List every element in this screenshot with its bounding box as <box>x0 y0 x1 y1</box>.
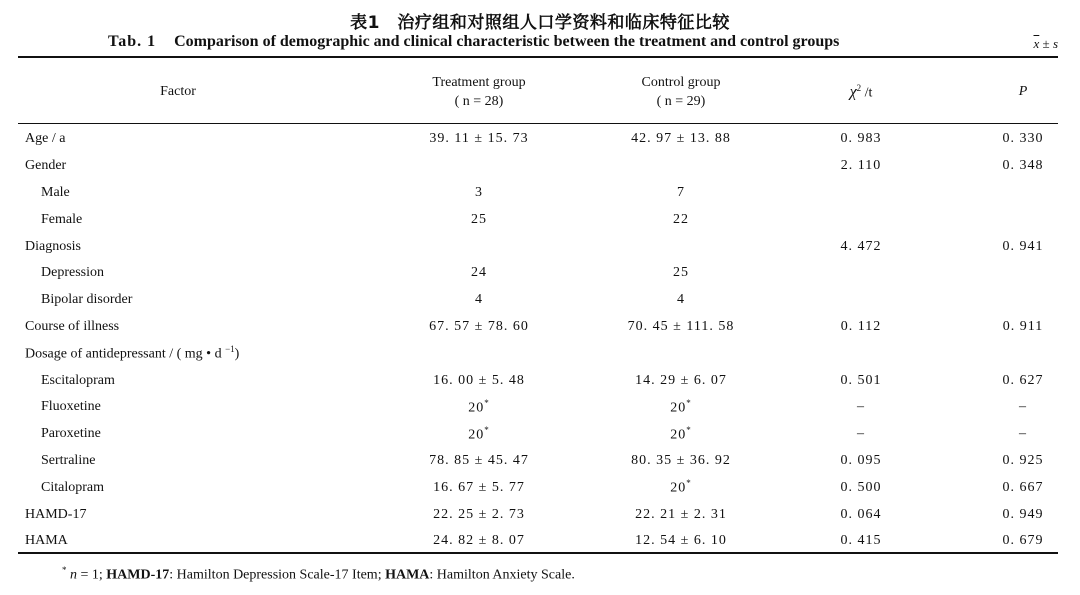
row-treatment-value: 16. 00 ± 5. 48 <box>433 372 525 388</box>
header-treatment-n: ( n = 28) <box>454 93 504 109</box>
row-chi-value: 0. 501 <box>840 372 882 388</box>
header-control-label: Control group <box>641 74 721 90</box>
row-chi-value: 0. 064 <box>840 506 882 522</box>
row-treatment-value: 39. 11 ± 15. 73 <box>429 131 529 147</box>
treatment-value-number: 20 <box>468 427 485 443</box>
footnote-hama-definition: : Hamilton Anxiety Scale. <box>429 567 575 583</box>
table-row <box>18 474 1080 501</box>
row-p-value: 0. 679 <box>1002 533 1044 549</box>
row-p-value: 0. 925 <box>1002 452 1044 468</box>
row-chi-value: 2. 110 <box>840 158 882 174</box>
table-caption-chinese: 表1 治疗组和对照组人口学资料和临床特征比较 <box>350 13 730 33</box>
row-p-value <box>940 260 1080 287</box>
table-row <box>18 367 1080 394</box>
row-chi-value: 0. 500 <box>840 479 882 495</box>
row-chi-value: – <box>857 426 865 442</box>
table-row <box>18 287 1080 314</box>
header-factor: Factor <box>160 84 196 99</box>
row-treatment-value <box>378 233 580 260</box>
treatment-value-number: 20 <box>468 400 485 416</box>
footnote-hama-abbr: HAMA <box>385 567 430 583</box>
mean-symbol: $\overline{x}$ <box>1033 36 1040 51</box>
row-p-value: 0. 667 <box>1002 479 1044 495</box>
row-chi-value <box>782 340 940 367</box>
row-control-value <box>580 474 782 501</box>
row-p-value: 0. 627 <box>1002 372 1044 388</box>
row-treatment-value: 78. 85 ± 45. 47 <box>429 452 529 468</box>
row-p-value: – <box>1019 426 1027 442</box>
row-chi-value: 0. 112 <box>840 318 882 334</box>
row-treatment-value: 16. 67 ± 5. 77 <box>433 479 525 495</box>
row-control-value <box>580 153 782 180</box>
table-row <box>18 421 1080 448</box>
row-factor: Paroxetine <box>41 426 101 442</box>
row-factor: Course of illness <box>25 318 120 334</box>
row-control-value <box>580 394 782 421</box>
row-treatment-value: 3 <box>475 184 483 200</box>
row-control-value: 80. 35 ± 36. 92 <box>631 452 731 468</box>
row-chi-value: 0. 095 <box>840 452 882 468</box>
row-chi-value <box>782 180 940 207</box>
row-control-value <box>580 421 782 448</box>
table-row <box>18 340 1080 367</box>
row-control-value: 12. 54 ± 6. 10 <box>635 533 727 549</box>
row-treatment-value: 24 <box>471 265 487 281</box>
row-factor: Male <box>41 184 70 200</box>
row-chi-value: 0. 415 <box>840 533 882 549</box>
table-row <box>18 233 1080 260</box>
table-row <box>18 153 1080 180</box>
footnote-marker: * <box>686 398 692 409</box>
row-control-value: 4 <box>677 292 685 308</box>
sd-symbol: s <box>1052 36 1058 51</box>
comparison-table <box>18 58 1080 555</box>
footnote-star: * <box>62 565 67 575</box>
row-p-value: 0. 330 <box>1002 131 1044 147</box>
table-row <box>18 206 1080 233</box>
footnote-hamd-definition: : Hamilton Depression Scale-17 Item; <box>169 567 386 583</box>
row-factor <box>18 340 580 367</box>
dosage-label: Dosage of antidepressant / ( mg • d <box>25 347 226 363</box>
row-p-value: 0. 911 <box>1002 318 1044 334</box>
footnote-marker: * <box>686 424 692 435</box>
row-treatment-value: 22. 25 ± 2. 73 <box>433 506 525 522</box>
row-p-value <box>940 340 1080 367</box>
row-factor: Sertraline <box>41 452 96 468</box>
header-treatment <box>378 58 580 126</box>
table-row <box>18 260 1080 287</box>
row-factor: HAMA <box>25 533 68 549</box>
row-p-value: 0. 941 <box>1002 238 1044 254</box>
row-control-value: 7 <box>677 184 685 200</box>
table-row <box>18 501 1080 528</box>
footnote-hamd-abbr: HAMD-17 <box>106 567 170 583</box>
row-treatment-value <box>378 153 580 180</box>
row-factor: Bipolar disorder <box>41 292 133 308</box>
table-row <box>18 126 1080 153</box>
row-treatment-value <box>378 421 580 448</box>
header-treatment-label: Treatment group <box>432 74 526 90</box>
table-body <box>18 126 1080 555</box>
header-p: P <box>1018 84 1028 99</box>
table-caption-english <box>108 33 839 51</box>
row-factor: Diagnosis <box>25 238 81 254</box>
footnote-n-symbol: n <box>70 567 77 583</box>
row-p-value: 0. 949 <box>1002 506 1044 522</box>
footnote-marker: * <box>484 424 490 435</box>
row-chi-value: 0. 983 <box>840 131 882 147</box>
row-factor: HAMD-17 <box>25 506 87 522</box>
row-chi-value <box>782 287 940 314</box>
row-treatment-value: 4 <box>475 292 483 308</box>
footnote-marker: * <box>686 478 692 489</box>
footnote-n-value: = 1; <box>77 567 107 583</box>
row-factor: Escitalopram <box>41 372 115 388</box>
row-factor: Citalopram <box>41 479 104 495</box>
row-control-value: 70. 45 ± 111. 58 <box>627 318 735 334</box>
dosage-unit-superscript: −1 <box>225 344 235 355</box>
row-control-value: 22 <box>673 211 689 227</box>
table-number: Tab. 1 <box>108 33 157 50</box>
row-chi-value: 4. 472 <box>840 238 882 254</box>
control-value-number: 20 <box>670 427 687 443</box>
row-chi-value <box>782 206 940 233</box>
row-treatment-value: 24. 82 ± 8. 07 <box>433 533 525 549</box>
chi-superscript: 2 <box>856 82 862 93</box>
row-factor: Female <box>41 211 83 227</box>
table-title: Comparison of demographic and clinical characteristic between the treatment and control groups <box>174 33 840 50</box>
chi-symbol: χ <box>849 83 857 101</box>
row-p-value: – <box>1019 399 1027 415</box>
plus-minus-symbol: ± <box>1039 36 1053 51</box>
row-factor: Age / a <box>25 131 66 147</box>
table-footnote <box>62 565 575 584</box>
row-control-value <box>580 233 782 260</box>
control-value-number: 20 <box>670 481 687 497</box>
row-control-value: 14. 29 ± 6. 07 <box>635 372 727 388</box>
row-factor: Fluoxetine <box>41 399 101 415</box>
row-p-value <box>940 287 1080 314</box>
row-treatment-value: 25 <box>471 211 487 227</box>
table-row <box>18 314 1080 341</box>
row-control-value <box>580 340 782 367</box>
row-factor: Depression <box>41 265 104 281</box>
table-row <box>18 528 1080 555</box>
row-control-value: 25 <box>673 265 689 281</box>
header-control-n: ( n = 29) <box>656 93 706 109</box>
dosage-label-tail: ) <box>234 347 240 363</box>
control-value-number: 20 <box>670 400 687 416</box>
row-chi-value <box>782 260 940 287</box>
footnote-marker: * <box>484 398 490 409</box>
chi-t-label: /t <box>861 85 873 101</box>
row-treatment-value: 67. 57 ± 78. 60 <box>429 318 529 334</box>
row-p-value <box>940 180 1080 207</box>
header-chi-t <box>782 58 940 126</box>
table-header-row <box>18 58 1080 126</box>
table-row <box>18 180 1080 207</box>
statistics-notation <box>1034 36 1058 52</box>
header-control <box>580 58 782 126</box>
row-chi-value: – <box>857 399 865 415</box>
row-treatment-value <box>378 394 580 421</box>
row-p-value: 0. 348 <box>1002 158 1044 174</box>
row-control-value: 42. 97 ± 13. 88 <box>631 131 731 147</box>
row-p-value <box>940 206 1080 233</box>
row-factor: Gender <box>25 158 67 174</box>
table-row <box>18 394 1080 421</box>
table-row <box>18 448 1080 475</box>
row-control-value: 22. 21 ± 2. 31 <box>635 506 727 522</box>
